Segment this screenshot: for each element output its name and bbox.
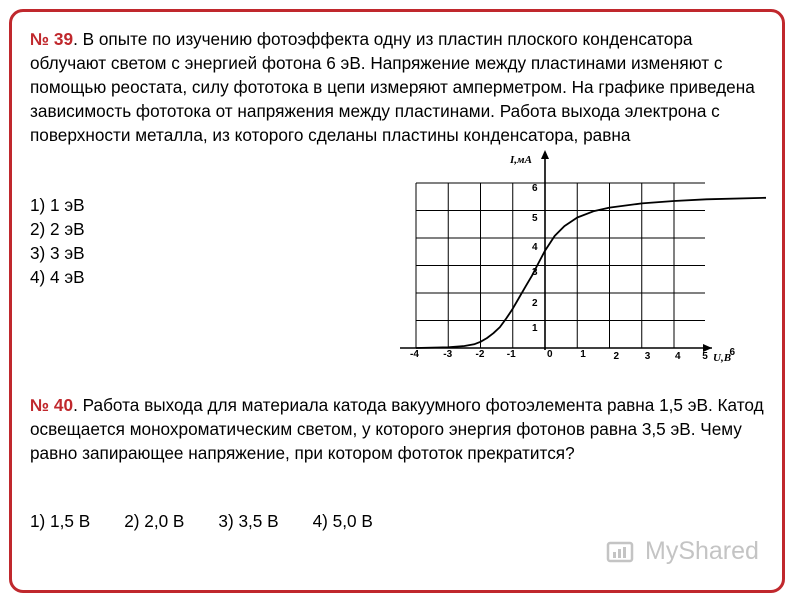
answer-option: 3) 3 эВ (30, 243, 85, 263)
chart-grid (416, 183, 705, 348)
myshared-logo-icon (606, 540, 638, 566)
x-tick-label: 1 (580, 349, 586, 360)
answer-option: 1) 1,5 В (30, 511, 91, 531)
x-tick-label: 2 (613, 351, 620, 362)
y-tick-label: 3 (532, 267, 538, 278)
x-tick-label: -2 (475, 349, 485, 360)
x-tick-label: 3 (644, 351, 651, 362)
y-tick-label: 6 (532, 183, 538, 194)
chart-axes (400, 150, 712, 352)
y-tick-label: 4 (532, 242, 538, 253)
x-tick-label: -3 (443, 349, 453, 360)
x-axis-label: U,В (713, 352, 732, 364)
x-tick-label: 6 (729, 347, 736, 358)
answer-option: 4) 5,0 В (312, 511, 373, 531)
y-tick-label: 2 (532, 298, 538, 309)
problem-40-number: № 40 (30, 395, 74, 415)
x-tick-label: 0 (547, 349, 553, 360)
photocurrent-curve (416, 198, 766, 348)
y-axis-label: I,мА (510, 154, 532, 166)
x-tick-label: 4 (675, 351, 681, 362)
problem-40-body: . Работа выхода для материала катода вакуумного фотоэлемента равна 1,5 эВ. Катод освещается монохроматическим светом, у которого энергия фотонов равна 3,5 эВ. Чему равно запирающее напряжение, при котором фототок прекратится? (30, 395, 764, 463)
x-tick-label: -1 (506, 349, 516, 360)
watermark-text: MyShared (645, 537, 759, 565)
problem-39-number: № 39 (30, 29, 74, 49)
x-tick-label: -4 (410, 349, 419, 360)
chart-tick-labels (410, 183, 736, 362)
answer-option: 2) 2,0 В (124, 511, 185, 531)
x-tick-label: 5 (702, 351, 708, 362)
problem-39-body: . В опыте по изучению фотоэффекта одну из пластин плоского конденсатора облучают светом с энергией фотона 6 эВ. Напряжение между пластинами изменяют с помощью реостата, силу фототока в цепи измеряют амперметром. На графике приведена зависимость фототока от напряжения между пластинами. Работа выхода электрона с поверхности металла, из которого сделаны пластины конденсатора, равна (30, 29, 755, 145)
y-tick-label: 5 (532, 213, 538, 224)
chart-series (416, 198, 766, 348)
y-axis-arrow-icon (541, 150, 549, 159)
answer-option: 3) 3,5 В (218, 511, 279, 531)
answer-option: 2) 2 эВ (30, 219, 85, 239)
y-tick-label: 1 (532, 323, 538, 334)
answer-option: 1) 1 эВ (30, 195, 85, 215)
answer-option: 4) 4 эВ (30, 267, 85, 287)
